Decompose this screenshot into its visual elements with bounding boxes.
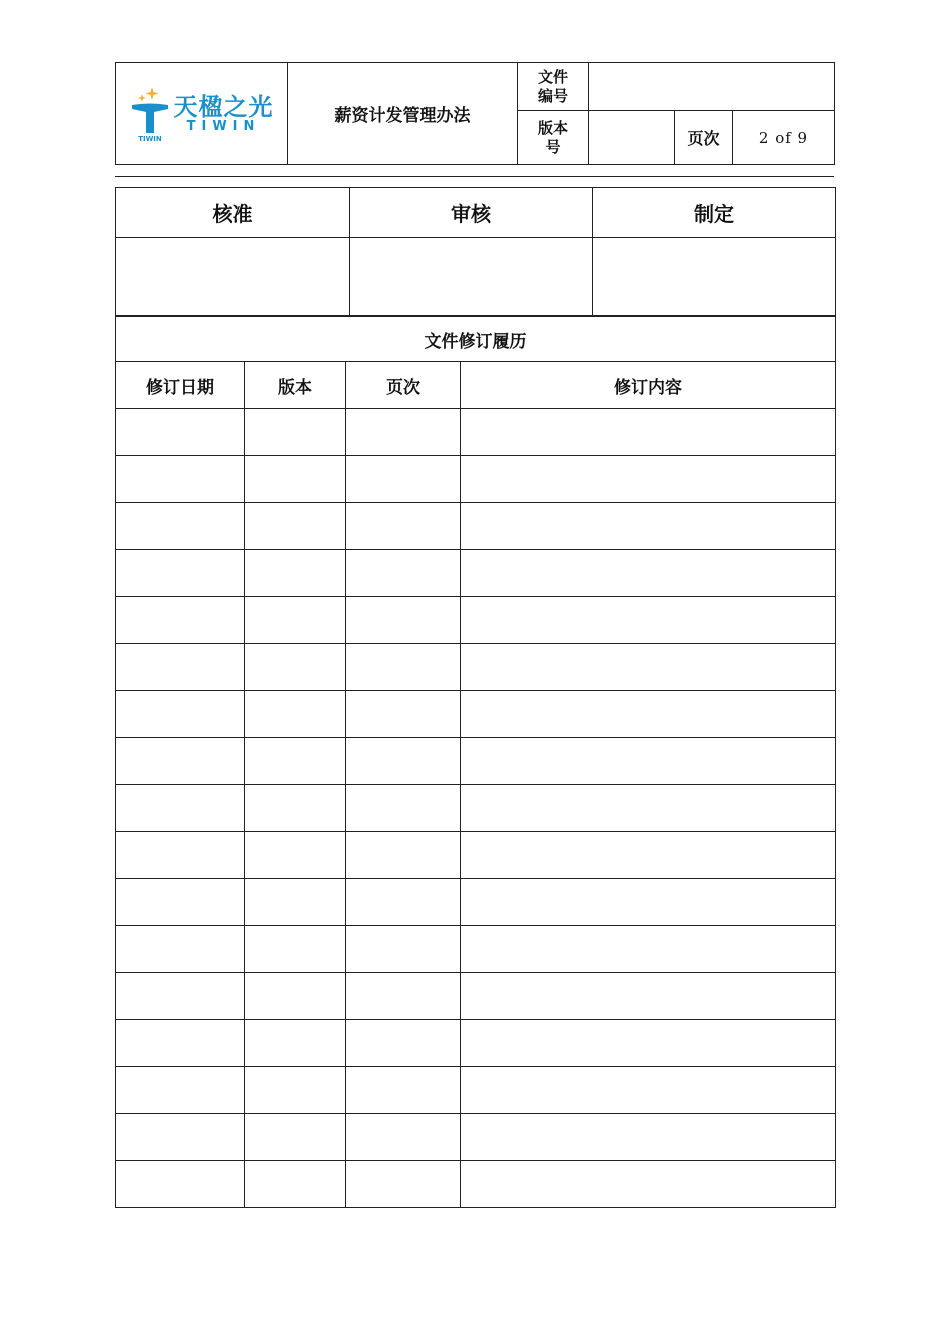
table-row <box>116 1114 836 1161</box>
file-no-value <box>589 63 835 111</box>
table-cell <box>346 1161 461 1208</box>
table-cell <box>245 456 346 503</box>
col-page: 页次 <box>346 362 461 409</box>
table-row <box>116 550 836 597</box>
version-label: 版本号 <box>518 111 589 165</box>
table-row <box>116 644 836 691</box>
table-row <box>116 503 836 550</box>
col-revision-content: 修订内容 <box>461 362 836 409</box>
table-cell <box>116 409 245 456</box>
table-cell <box>461 597 836 644</box>
table-cell <box>346 409 461 456</box>
table-cell <box>245 832 346 879</box>
table-cell <box>346 1020 461 1067</box>
table-cell <box>346 926 461 973</box>
tiwin-logo-mark-icon <box>130 83 170 145</box>
table-cell <box>245 738 346 785</box>
doc-title: 薪资计发管理办法 <box>288 63 518 165</box>
table-row <box>116 691 836 738</box>
signoff-review-cell <box>350 238 593 316</box>
table-cell <box>461 1067 836 1114</box>
table-cell <box>245 879 346 926</box>
revision-history-title: 文件修订履历 <box>116 317 836 362</box>
table-cell <box>461 409 836 456</box>
version-value <box>589 111 675 165</box>
table-cell <box>116 597 245 644</box>
table-cell <box>116 644 245 691</box>
table-cell <box>461 832 836 879</box>
table-cell <box>346 597 461 644</box>
table-cell <box>116 1020 245 1067</box>
table-row <box>116 1161 836 1208</box>
table-cell <box>461 1020 836 1067</box>
table-cell <box>346 456 461 503</box>
table-cell <box>116 691 245 738</box>
table-cell <box>116 879 245 926</box>
table-cell <box>116 738 245 785</box>
table-cell <box>245 409 346 456</box>
table-cell <box>461 879 836 926</box>
table-row <box>116 409 836 456</box>
table-cell <box>245 973 346 1020</box>
table-cell <box>461 738 836 785</box>
file-no-label: 文件编号 <box>518 63 589 111</box>
table-cell <box>245 691 346 738</box>
table-cell <box>116 785 245 832</box>
table-cell <box>461 644 836 691</box>
page-label: 页次 <box>675 111 733 165</box>
table-cell <box>245 926 346 973</box>
table-cell <box>461 456 836 503</box>
table-cell <box>461 550 836 597</box>
table-cell <box>346 785 461 832</box>
table-cell <box>245 1161 346 1208</box>
table-cell <box>116 832 245 879</box>
table-cell <box>346 973 461 1020</box>
table-cell <box>461 1161 836 1208</box>
signoff-prepare-cell <box>593 238 836 316</box>
table-cell <box>461 973 836 1020</box>
table-row <box>116 1020 836 1067</box>
table-cell <box>245 1020 346 1067</box>
page-value: 2 of 9 <box>733 111 835 165</box>
document-header <box>115 62 835 165</box>
company-logo <box>116 83 287 145</box>
table-cell <box>461 785 836 832</box>
table-cell <box>245 550 346 597</box>
table-cell <box>116 456 245 503</box>
col-version: 版本 <box>245 362 346 409</box>
table-row <box>116 597 836 644</box>
table-row <box>116 879 836 926</box>
logo-cn-text: 天楹之光 <box>173 92 274 121</box>
table-cell <box>245 785 346 832</box>
revision-history-table <box>115 316 836 1208</box>
table-row <box>116 785 836 832</box>
logo-mark-text: TIWIN <box>137 134 162 143</box>
table-cell <box>346 1114 461 1161</box>
logo-en-text: TIWIN <box>186 118 261 134</box>
table-cell <box>461 691 836 738</box>
signoff-prepare-header: 制定 <box>593 188 836 238</box>
table-cell <box>245 644 346 691</box>
table-cell <box>346 644 461 691</box>
table-cell <box>245 1067 346 1114</box>
table-cell <box>461 1114 836 1161</box>
table-cell <box>461 926 836 973</box>
table-cell <box>116 1161 245 1208</box>
table-cell <box>116 1067 245 1114</box>
signoff-table <box>115 187 836 316</box>
col-revision-date: 修订日期 <box>116 362 245 409</box>
table-cell <box>346 879 461 926</box>
table-row <box>116 456 836 503</box>
table-cell <box>346 503 461 550</box>
table-row <box>116 832 836 879</box>
table-cell <box>116 926 245 973</box>
header-divider <box>115 176 834 177</box>
signoff-approve-header: 核准 <box>116 188 350 238</box>
table-cell <box>245 503 346 550</box>
table-cell <box>346 1067 461 1114</box>
table-cell <box>116 503 245 550</box>
table-cell <box>461 503 836 550</box>
table-cell <box>116 973 245 1020</box>
table-cell <box>346 691 461 738</box>
table-row <box>116 1067 836 1114</box>
table-cell <box>346 738 461 785</box>
table-row <box>116 926 836 973</box>
table-row <box>116 738 836 785</box>
table-cell <box>346 832 461 879</box>
table-cell <box>245 1114 346 1161</box>
logo-cell <box>116 63 288 165</box>
signoff-review-header: 审核 <box>350 188 593 238</box>
table-cell <box>116 1114 245 1161</box>
table-cell <box>116 550 245 597</box>
table-cell <box>346 550 461 597</box>
signoff-approve-cell <box>116 238 350 316</box>
table-cell <box>245 597 346 644</box>
table-row <box>116 973 836 1020</box>
